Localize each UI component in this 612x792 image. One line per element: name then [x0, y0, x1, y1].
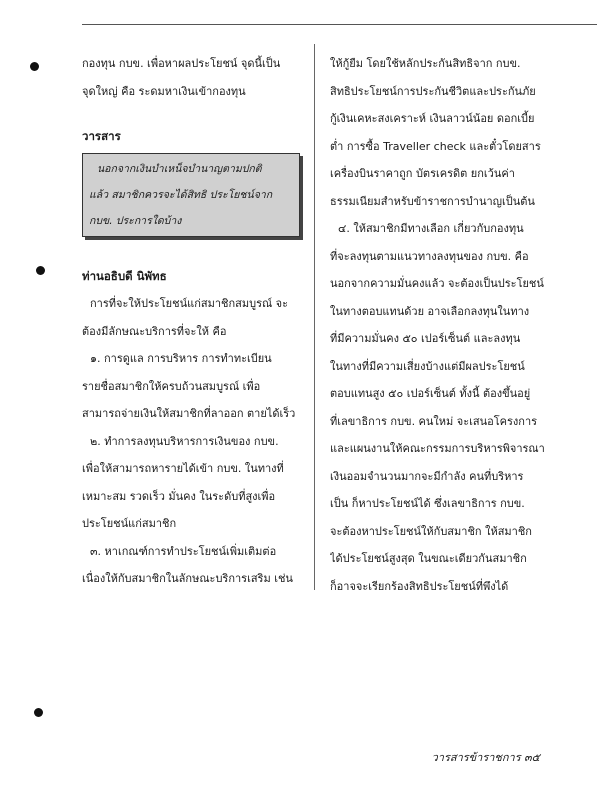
body-line: ที่เลขาธิการ กบข. คนใหม่ จะเสนอโครงการ — [330, 414, 538, 428]
body-line: เงินออมจำนวนมากจะมีกำลัง คนที่บริหาร — [330, 469, 524, 483]
body-line: ต่ำ การซื้อ Traveller check และตั๋วโดยสาร — [330, 139, 541, 153]
answer-line: ๑. การดูแล การบริหาร การทำทะเบียน — [90, 352, 272, 365]
body-line: ธรรมเนียมสำหรับข้าราชการบำนาญเป็นต้น — [330, 194, 535, 208]
body-line: และแผนงานให้คณะกรรมการบริหารพิจารณา — [330, 442, 545, 455]
answer-line: ๓. หาเกณฑ์การทำประโยชน์เพิ่มเติมต่อ — [90, 544, 277, 558]
body-line: ตอบแทนสูง ๕๐ เปอร์เซ็นต์ ทั้งนี้ ต้องขึ้นอยู่ — [330, 387, 531, 400]
body-line: ๔. ให้สมาชิกมีทางเลือก เกี่ยวกับกองทุน — [338, 222, 524, 235]
question-line: กบข. ประการใดบ้าง — [89, 214, 182, 227]
answer-line: ประโยชน์แก่สมาชิก — [82, 517, 177, 530]
page-footer: วารสารข้าราชการ ๓๕ — [431, 751, 540, 764]
answer-line: ต้องมีลักษณะบริการที่จะให้ คือ — [82, 324, 227, 338]
answer-line: สามารถจ่ายเงินให้สมาชิกที่ลาออก ตายได้เร็ว — [82, 407, 296, 420]
body-line: เป็น ก็หาประโยชน์ได้ ซึ่งเลขาธิการ กบข. — [330, 497, 525, 510]
body-line: ที่มีความมั่นคง ๕๐ เปอร์เซ็นต์ และลงทุน — [330, 332, 521, 345]
intro-line: จุดใหญ่ คือ ระดมหาเงินเข้ากองทุน — [82, 84, 246, 98]
answer-line: เนื่องให้กับสมาชิกในลักษณะบริการเสริม เช่น — [82, 572, 293, 585]
right-column — [330, 50, 552, 600]
answer-line: ๒. ทำการลงทุนบริหารการเงินของ กบข. — [90, 434, 279, 448]
punch-hole-middle — [36, 266, 45, 275]
punch-hole-top — [30, 62, 39, 71]
body-line: เครื่องบินราคาถูก บัตรเครดิต ยกเว้นค่า — [330, 167, 515, 180]
body-line: ให้กู้ยืม โดยใช้หลักประกันสิทธิจาก กบข. — [330, 57, 521, 70]
speaker-name: ท่านอธิบดี นิพัทธ — [82, 268, 167, 283]
body-line: จะต้องหาประโยชน์ให้กับสมาชิก ให้สมาชิก — [330, 524, 532, 538]
body-line: ได้ประโยชน์สูงสุด ในขณะเดียวกันสมาชิก — [330, 552, 527, 565]
column-divider — [314, 44, 315, 590]
answer-line: รายชื่อสมาชิกให้ครบถ้วนสมบูรณ์ เพื่อ — [82, 379, 261, 393]
top-rule — [82, 24, 597, 25]
body-line: ก็อาจจะเรียกร้องสิทธิประโยชน์ที่พึงได้ — [330, 579, 509, 593]
body-line: ในทางที่มีความเสี่ยงบ้างแต่มีผลประโยชน์ — [330, 359, 525, 373]
body-line: นอกจากความมั่นคงแล้ว จะต้องเป็นประโยชน์ — [330, 277, 544, 290]
body-line: สิทธิประโยชน์การประกันชีวิตและประกันภัย — [330, 84, 536, 98]
answer-line: เพื่อให้สามารถหารายได้เข้า กบข. ในทางที่ — [82, 462, 284, 475]
left-column — [82, 50, 304, 593]
question-line: แล้ว สมาชิกควรจะได้สิทธิ ประโยชน์จาก — [89, 188, 273, 201]
journal-heading: วารสาร — [82, 129, 121, 143]
punch-hole-bottom — [34, 708, 43, 717]
intro-line: กองทุน กบข. เพื่อหาผลประโยชน์ จุดนี้เป็น — [82, 57, 281, 70]
body-line: ที่จะลงทุนตามแนวทางลงทุนของ กบข. คือ — [330, 249, 529, 263]
journal-question-box — [82, 153, 300, 237]
answer-line: เหมาะสม รวดเร็ว มั่นคง ในระดับที่สูงเพื่อ — [82, 489, 276, 503]
question-line: นอกจากเงินบำเหน็จบำนาญตามปกติ — [97, 162, 262, 175]
answer-line: การที่จะให้ประโยชน์แก่สมาชิกสมบูรณ์ จะ — [90, 297, 289, 310]
body-line: กู้เงินเคหะสงเคราะห์ เงินลาวน์น้อย ดอกเบี้ย — [330, 112, 535, 125]
body-line: ในทางตอบแทนด้วย อาจเลือกลงทุนในทาง — [330, 304, 530, 318]
